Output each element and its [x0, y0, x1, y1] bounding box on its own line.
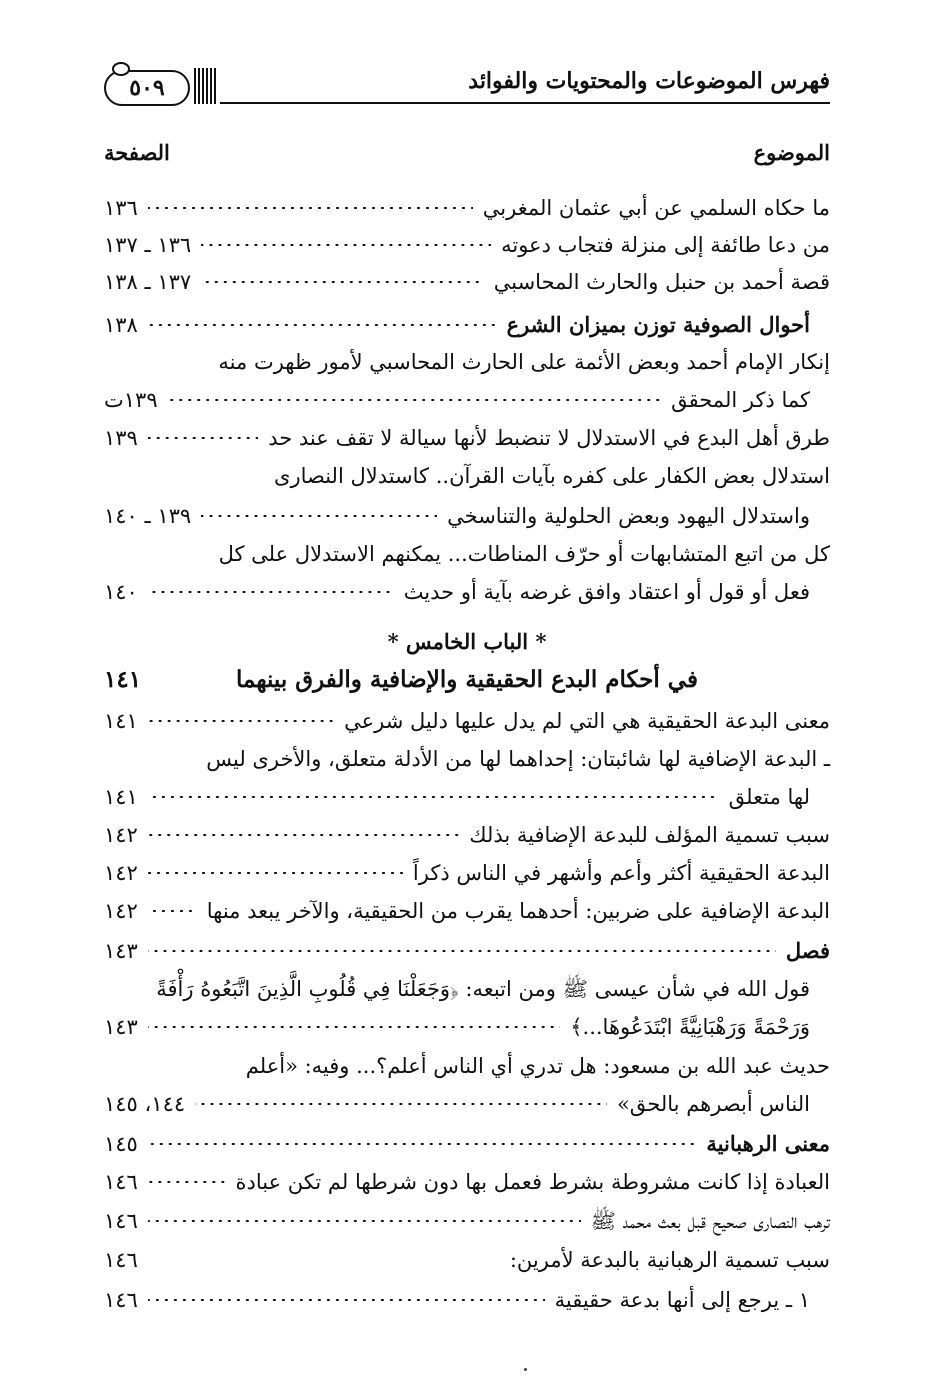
toc-entry [104, 264, 830, 300]
entry-page: ١٤٢ [104, 861, 138, 885]
entry-text: سبب تسمية المؤلف للبدعة الإضافية بذلك [469, 823, 830, 847]
header-ornament-bars [194, 68, 216, 104]
toc-entry-heading [104, 1126, 830, 1162]
entry-text: ١ ـ يرجع إلى أنها بدعة حقيقية [554, 1288, 810, 1312]
entry-page: ١٤٢ [104, 823, 138, 847]
leader-dots [148, 1143, 697, 1145]
entry-text: فصل [785, 938, 830, 963]
toc-entry [104, 779, 810, 815]
entry-text: ـ البدعة الإضافية لها شائبتان: إحداهما لها من الأدلة متعلق، والأخرى ليس [206, 747, 830, 771]
entry-page: ١٣٧ ـ ١٣٨ [104, 270, 192, 294]
entry-text: إنكار الإمام أحمد وبعض الأئمة على الحارث المحاسبي لأمور ظهرت منه [218, 350, 830, 374]
leader-dots [148, 207, 473, 209]
running-title: فهرس الموضوعات والمحتويات والفوائد [468, 68, 830, 94]
toc-entry [104, 817, 830, 853]
toc-entry [104, 1242, 830, 1278]
toc-entry [104, 1048, 830, 1084]
leader-dots [148, 324, 497, 326]
entry-text: واستدلال اليهود وبعض الحلولية والتناسخي [447, 504, 810, 528]
entry-text: الناس أبصرهم بالحق» [616, 1092, 810, 1116]
leader-dots [148, 1026, 560, 1028]
toc-entry [104, 1086, 810, 1122]
entry-page: ١٤٥ [104, 1132, 138, 1156]
toc-entry [104, 703, 830, 739]
entry-text: أحوال الصوفية توزن بميزان الشرع [506, 312, 810, 337]
toc-entry [104, 1009, 810, 1045]
toc-entry [104, 1203, 830, 1239]
toc-entry-heading [104, 307, 810, 343]
entry-text: فعل أو قول أو اعتقاد وافق غرضه بآية أو حديث [403, 580, 810, 604]
leader-dots [148, 1220, 581, 1222]
toc-entry [104, 1164, 830, 1200]
entry-page: ١٤٦ [104, 1288, 138, 1312]
toc-entry [104, 420, 830, 456]
entry-text: قول الله في شأن عيسى ﷺ ومن اتبعه: ﴿وَجَعَلْنَا فِي قُلُوبِ الَّذِينَ اتَّبَعُوهُ رَأْفَةً [156, 977, 810, 1001]
leader-dots [148, 1181, 226, 1183]
topic-column-heading: الموضوع [753, 140, 830, 165]
leader-dots [201, 515, 437, 517]
entry-text: من دعا طائفة إلى منزلة فتجاب دعوته [501, 233, 830, 257]
entry-page: ١٤٢ [104, 899, 138, 923]
leader-dots [195, 1103, 607, 1105]
chapter-label-text: * الباب الخامس * [387, 629, 547, 654]
toc-entry [104, 344, 830, 380]
leader-dots [148, 437, 258, 439]
entry-page: ١٤٤، ١٤٥ [104, 1092, 186, 1116]
toc-entry [104, 458, 830, 494]
entry-text: كل من اتبع المتشابهات أو حرّف المناطات... يمكنهم الاستدلال على كل [218, 542, 830, 566]
entry-page: ١٤٦ [104, 1170, 138, 1194]
entry-page: ١٤٠ [104, 580, 138, 604]
toc-entry [104, 893, 830, 929]
leader-dots [148, 591, 394, 593]
entry-text: استدلال بعض الكفار على كفره بآيات القرآن.. كاستدلال النصارى [274, 464, 830, 488]
entry-text: معنى الرهبانية [706, 1131, 830, 1156]
entry-text: طرق أهل البدع في الاستدلال لا تنضبط لأنها سيالة لا تقف عند حد [268, 426, 830, 450]
entry-page: ١٤٣ [104, 1015, 138, 1039]
entry-text: لها متعلق [728, 785, 810, 809]
entry-page: ١٤١ [104, 709, 138, 733]
entry-text: ترهب النصارى صحيح قبل بعث محمد ﷺ [590, 1209, 830, 1233]
toc-entry [104, 227, 830, 263]
entry-page: ١٤١ [104, 785, 138, 809]
page-column-heading: الصفحة [104, 140, 170, 165]
entry-text: العبادة إذا كانت مشروطة بشرط فعمل بها دون شرطها لم تكن عبادة [235, 1170, 830, 1194]
leader-space [148, 1259, 500, 1261]
toc-entry [104, 382, 810, 418]
entry-page: ١٤٣ [104, 939, 138, 963]
entry-text: سبب تسمية الرهبانية بالبدعة لأمرين: [509, 1248, 830, 1272]
leader-dots [148, 796, 719, 798]
leader-dots [148, 872, 403, 874]
leader-dots [148, 950, 776, 952]
chapter-page: ١٤١ [104, 666, 142, 693]
entry-page: ١٣٦ [104, 196, 138, 220]
toc-entry [104, 498, 810, 534]
entry-page: ١٣٩ [104, 426, 138, 450]
stray-mark [524, 1368, 527, 1371]
entry-page: ١٣٨ [104, 313, 138, 337]
chapter-label [104, 624, 830, 660]
toc-entry [104, 741, 830, 777]
toc-entry [104, 1282, 810, 1318]
leader-dots [148, 1299, 545, 1301]
entry-page: ١٤٦ [104, 1209, 138, 1233]
toc-entry [104, 536, 830, 572]
entry-page: ١٤٦ [104, 1248, 138, 1272]
leader-dots [148, 834, 459, 836]
entry-text: معنى البدعة الحقيقية هي التي لم يدل عليها دليل شرعي [344, 709, 830, 733]
toc-entry [104, 971, 810, 1007]
entry-text: البدعة الإضافية على ضربين: أحدهما يقرب من الحقيقية، والآخر يبعد منها [206, 899, 830, 923]
entry-text: ما حكاه السلمي عن أبي عثمان المغربي [482, 196, 830, 220]
badge-ornament-icon [112, 62, 130, 76]
toc-entry-heading [104, 933, 830, 969]
chapter-title-line [104, 662, 830, 698]
leader-dots [168, 399, 661, 401]
entry-page: ١٣٩ ـ ١٤٠ [104, 504, 192, 528]
page-number: ٥٠٩ [129, 75, 165, 101]
entry-page: ١٣٦ ـ ١٣٧ [104, 233, 192, 257]
entry-text: وَرَحْمَةً وَرَهْبَانِيَّةً ابْتَدَعُوهَا...﴾ [570, 1015, 810, 1039]
toc-entry [104, 190, 830, 226]
running-header [104, 62, 830, 110]
header-rule [220, 102, 830, 104]
leader-dots [201, 244, 491, 246]
entry-text: قصة أحمد بن حنبل والحارث المحاسبي [493, 270, 830, 294]
toc-entry [104, 855, 830, 891]
entry-text: البدعة الحقيقية أكثر وأعم وأشهر في الناس ذكراً [412, 861, 830, 885]
entry-text: كما ذكر المحقق [671, 388, 810, 412]
entry-page: ١٣٩ت [104, 388, 158, 412]
toc-entry [104, 574, 810, 610]
entry-text: حديث عبد الله بن مسعود: هل تدري أي الناس أعلم؟... وفيه: «أعلم [245, 1054, 830, 1078]
chapter-title: في أحكام البدع الحقيقية والإضافية والفرق بينهما [236, 666, 698, 693]
leader-dots [201, 281, 484, 283]
leader-dots [148, 910, 197, 912]
leader-dots [148, 720, 334, 722]
